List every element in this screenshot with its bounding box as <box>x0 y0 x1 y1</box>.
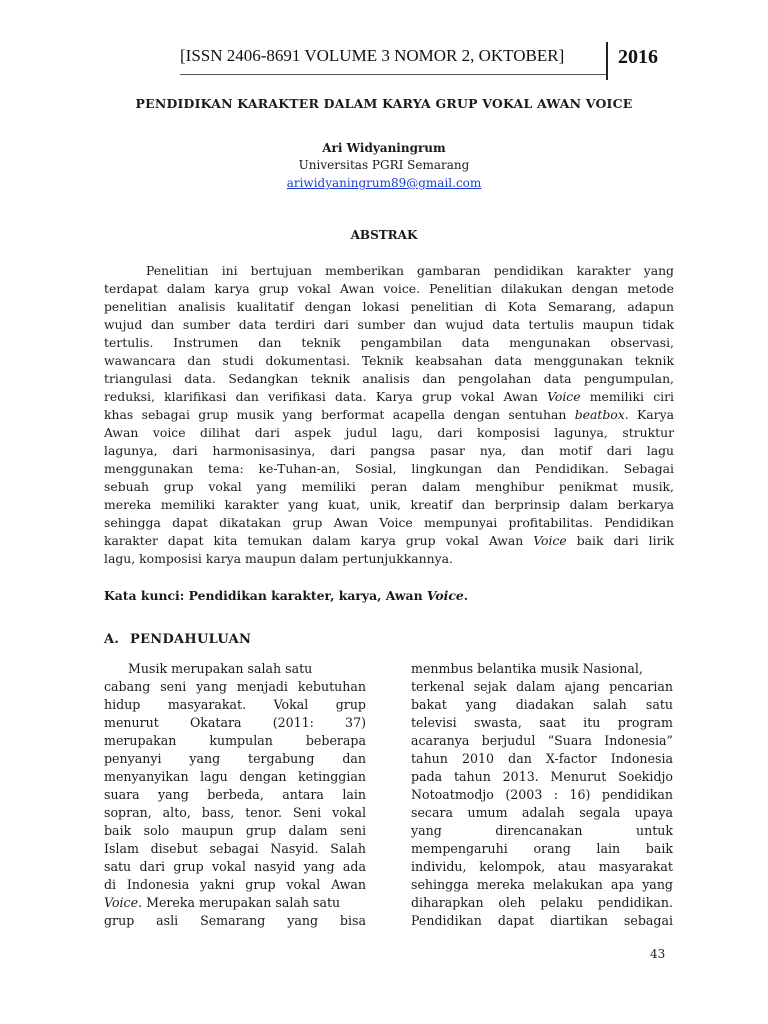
body-line: Notoatmodjo (2003 : 16) pendidikan <box>411 787 673 802</box>
keywords: Kata kunci: Pendidikan karakter, karya, Awan Voice. <box>104 588 469 603</box>
abstract-line: Awan voice dilihat dari aspek judul lagu, dari komposisi lagunya, struktur <box>104 425 674 440</box>
abstract-line: menggunakan tema: ke-Tuhan-an, Sosial, lingkungan dan Pendidikan. Sebagai <box>104 461 674 476</box>
body-line: di Indonesia yakni grup vokal Awan <box>104 877 366 892</box>
body-line: Musik merupakan salah satu <box>128 661 313 676</box>
abstract-body <box>104 262 674 568</box>
body-line: hidup masyarakat. Vokal grup <box>104 697 366 712</box>
body-line: sopran, alto, bass, tenor. Seni vokal <box>104 805 366 820</box>
abstract-line: wujud dan sumber data terdiri dari sumber dan wujud data tertulis maupun tidak <box>104 317 674 332</box>
body-line: diharapkan oleh pelaku pendidikan. <box>411 895 673 910</box>
body-line: grup asli Semarang yang bisa <box>104 913 366 928</box>
abstract-line: lagu, komposisi karya maupun dalam pertunjukkannya. <box>104 551 453 566</box>
body-line: menmbus belantika musik Nasional, <box>411 661 643 676</box>
abstract-line: lagunya, dari harmonisasinya, dari pangsa pasar nya, dan motif dari lagu <box>104 443 674 458</box>
body-line: menurut Okatara (2011: 37) <box>104 715 366 730</box>
header-divider <box>606 42 608 80</box>
body-line: merupakan kumpulan beberapa <box>104 733 366 748</box>
right-column <box>411 660 673 930</box>
journal-header <box>180 42 680 82</box>
body-line: pada tahun 2013. Menurut Soekidjo <box>411 769 673 784</box>
abstract-line: sebuah grup vokal yang memiliki peran dalam menghibur penikmat musik, <box>104 479 674 494</box>
author-email <box>0 176 768 190</box>
body-line: bakat yang diadakan salah satu <box>411 697 673 712</box>
body-line: baik solo maupun grup dalam seni <box>104 823 366 838</box>
body-line: Voice. Mereka merupakan salah satu <box>104 895 341 910</box>
body-line: penyanyi yang tergabung dan <box>104 751 366 766</box>
body-line: suara yang berbeda, antara lain <box>104 787 366 802</box>
abstract-line: penelitian analisis kualitatif dengan lokasi penelitian di Kota Semarang, adapun <box>104 299 674 314</box>
paper-title: PENDIDIKAN KARAKTER DALAM KARYA GRUP VOKAL AWAN VOICE <box>135 96 633 111</box>
body-line: individu, kelompok, atau masyarakat <box>411 859 673 874</box>
section-heading <box>104 632 251 647</box>
body-line: satu dari grup vokal nasyid yang ada <box>104 859 366 874</box>
abstract-line: sehingga dapat dikatakan grup Awan Voice mempunyai profitabilitas. Pendidikan <box>104 515 674 530</box>
abstract-line: khas sebagai grup musik yang berformat acapella dengan sentuhan beatbox. Karya <box>104 407 674 422</box>
body-line: tahun 2010 dan X-factor Indonesia <box>411 751 673 766</box>
abstract-line: tertulis. Instrumen dan teknik pengambilan data mengunakan observasi, <box>104 335 674 350</box>
abstract-line: reduksi, klarifikasi dan verifikasi data. Karya grup vokal Awan Voice memiliki ciri <box>104 389 674 404</box>
body-line: cabang seni yang menjadi kebutuhan <box>104 679 366 694</box>
issn-volume-text: [ISSN 2406-8691 VOLUME 3 NOMOR 2, OKTOBER] <box>180 46 565 65</box>
left-column <box>104 660 366 930</box>
abstract-line: karakter dapat kita temukan dalam karya grup vokal Awan Voice baik dari lirik <box>104 533 674 548</box>
body-line: Islam disebut sebagai Nasyid. Salah <box>104 841 366 856</box>
section-number: A. <box>104 632 120 647</box>
author-name: Ari Widyaningrum <box>322 141 446 155</box>
abstract-line: terdapat dalam karya grup vokal Awan voice. Penelitian dilakukan dengan metode <box>104 281 674 296</box>
body-line: terkenal sejak dalam ajang pencarian <box>411 679 673 694</box>
section-title: PENDAHULUAN <box>130 632 252 647</box>
abstract-heading: ABSTRAK <box>350 228 418 242</box>
author-affiliation: Universitas PGRI Semarang <box>298 158 470 172</box>
abstract-line: mereka memiliki karakter yang kuat, unik, kreatif dan berprinsip dalam berkarya <box>104 497 674 512</box>
body-line: mempengaruhi orang lain baik <box>411 841 673 856</box>
abstract-line: wawancara dan studi dokumentasi. Teknik keabsahan data menggunakan teknik <box>104 353 674 368</box>
page-number: 43 <box>650 947 666 961</box>
abstract-line: triangulasi data. Sedangkan teknik analisis dan pengolahan data pengumpulan, <box>104 371 674 386</box>
body-line: yang direncanakan untuk <box>411 823 673 838</box>
body-line: menyanyikan lagu dengan ketinggian <box>104 769 366 784</box>
author-email-link[interactable]: ariwidyaningrum89@gmail.com <box>286 176 482 190</box>
body-line: acaranya berjudul “Suara Indonesia” <box>411 733 673 748</box>
header-rule <box>180 74 606 75</box>
body-line: televisi swasta, saat itu program <box>411 715 673 730</box>
body-line: sehingga mereka melakukan apa yang <box>411 877 673 892</box>
abstract-line: Penelitian ini bertujuan memberikan gambaran pendidikan karakter yang <box>146 263 674 278</box>
header-year: 2016 <box>618 46 658 68</box>
body-line: secara umum adalah segala upaya <box>411 805 673 820</box>
body-line: Pendidikan dapat diartikan sebagai <box>411 913 673 928</box>
